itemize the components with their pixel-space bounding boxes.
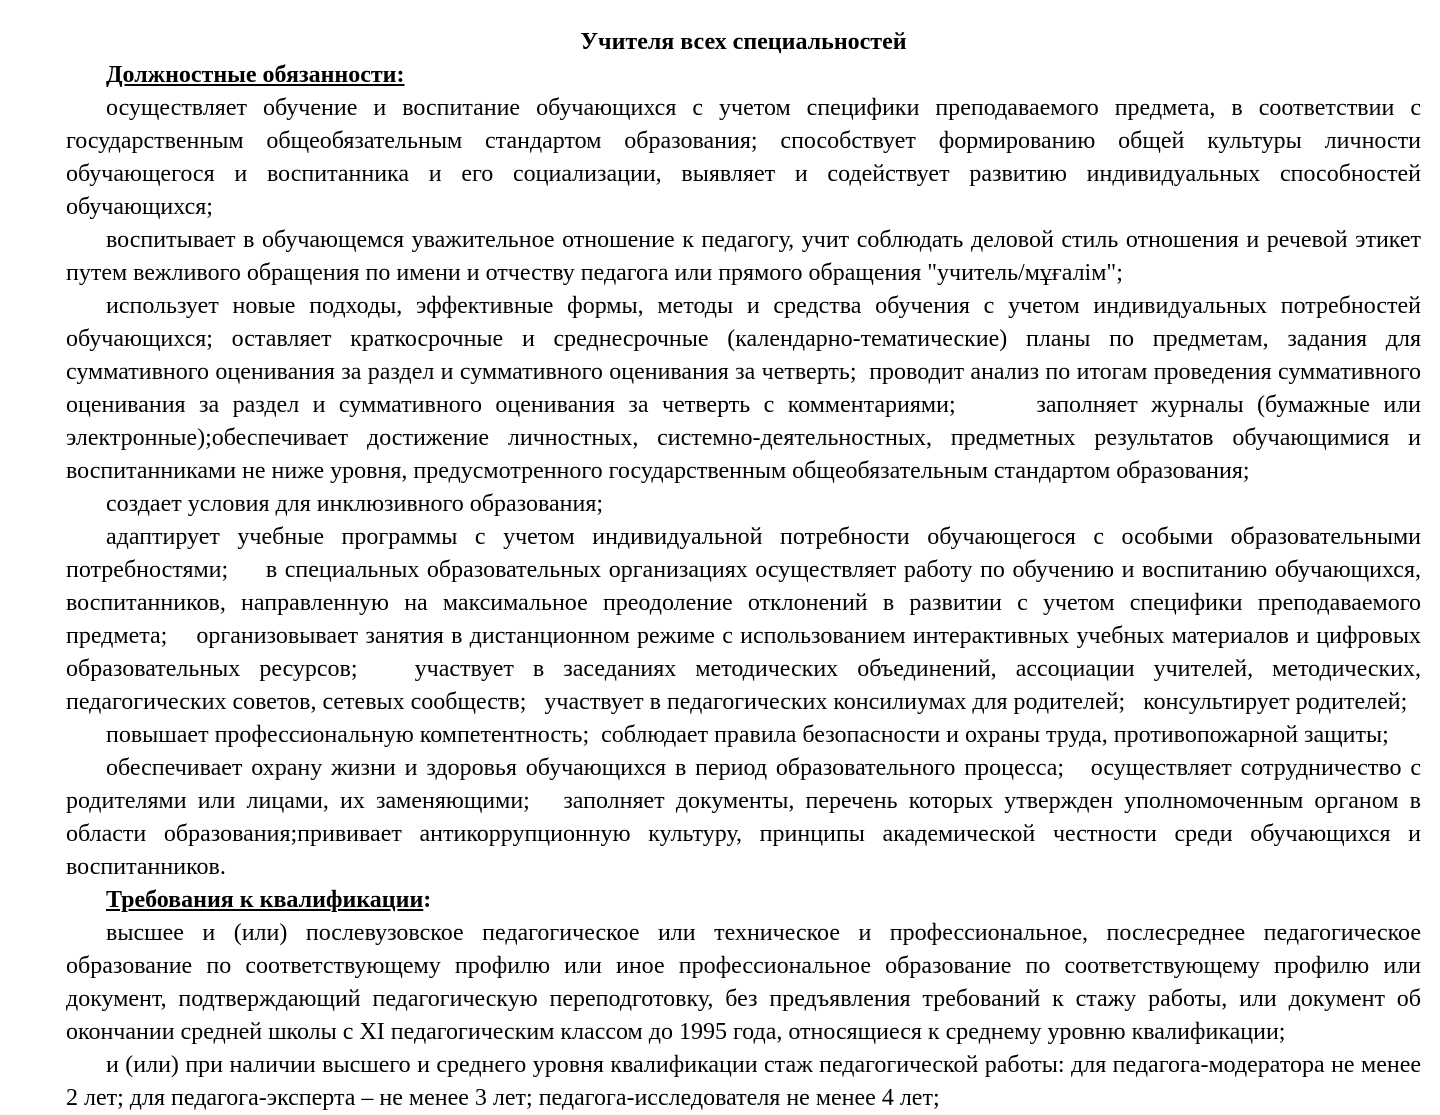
paragraph: создает условия для инклюзивного образования; — [106, 491, 604, 517]
paragraph: адаптирует учебные программы с учетом индивидуальной потребности обучающегося с особыми образовательными потребностями; в специальных образовательных организациях осуществляет работу по обучению и воспитанию обучающихся, воспитанников, направленную на максимальное преодоление отклонений в развитии с учетом специфики преподаваемого предмета; организовывает занятия в дистанционном режиме с использованием интерактивных учебных материалов и цифровых образовательных ресурсов; участвует в заседаниях методических объединений, ассоциации учителей, методических, педагогических советов, сетевых сообществ; участвует в педагогических консилиумах для родителей; консультирует родителей; — [66, 524, 1427, 715]
paragraph: осуществляет обучение и воспитание обучающихся с учетом специфики преподаваемого предмета, в соответствии с государственным общеобязательным стандартом образования; способствует формированию общей культуры личности обучающегося и воспитанника и его социализации, выявляет и содействует развитию индивидуальных способностей обучающихся; — [66, 95, 1427, 220]
qualifications-heading-colon: : — [423, 887, 432, 913]
paragraph: повышает профессиональную компетентность; соблюдает правила безопасности и охраны труда, противопожарной защиты; — [106, 722, 1389, 748]
section-qualifications — [66, 884, 1427, 1115]
paragraph: высшее и (или) послевузовское педагогическое или техническое и профессиональное, послесреднее педагогическое образование по соответствующему профилю или иное профессиональное образование по соответствующему профилю или документ, подтверждающий педагогическую переподготовку, без предъявления требований к стажу работы, или документ об окончании средней школы с XI педагогическим классом до 1995 года, относящиеся к среднему уровню квалификации; — [66, 920, 1427, 1045]
paragraph: обеспечивает охрану жизни и здоровья обучающихся в период образовательного процесса; осуществляет сотрудничество с родителями или лицами, их заменяющими; заполняет документы, перечень которых утвержден уполномоченным органом в области образования;прививает антикоррупционную культуру, принципы академической честности среди обучающихся и воспитанников. — [66, 755, 1427, 880]
section-duties — [66, 59, 1427, 884]
paragraph: использует новые подходы, эффективные формы, методы и средства обучения с учетом индивидуальных потребностей обучающихся; оставляет краткосрочные и среднесрочные (календарно-тематические) планы по предметам, задания для суммативного оценивания за раздел и суммативного оценивания за четверть; проводит анализ по итогам проведения суммативного оценивания за раздел и суммативного оценивания за четверть с комментариями; заполняет журналы (бумажные или электронные);обеспечивает достижение личностных, системно-деятельностных, предметных результатов обучающимися и воспитанниками не ниже уровня, предусмотренного государственным общеобязательным стандартом образования; — [66, 293, 1427, 484]
paragraph: и (или) при наличии высшего и среднего уровня квалификации стаж педагогической работы: для педагога-модератора не менее 2 лет; для педагога-эксперта – не менее 3 лет; педагога-исследователя не менее 4 лет; — [66, 1052, 1427, 1111]
paragraph: воспитывает в обучающемся уважительное отношение к педагогу, учит соблюдать деловой стиль отношения и речевой этикет путем вежливого обращения по имени и отчеству педагога или прямого обращения "учитель/мұғалім"; — [66, 227, 1427, 286]
duties-heading — [66, 59, 1421, 92]
qualifications-heading-text: Требования к квалификации — [106, 887, 424, 913]
document-title: Учителя всех специальностей — [580, 29, 907, 55]
duties-heading-text: Должностные обязанности: — [106, 62, 405, 88]
qualifications-heading — [66, 884, 1421, 917]
